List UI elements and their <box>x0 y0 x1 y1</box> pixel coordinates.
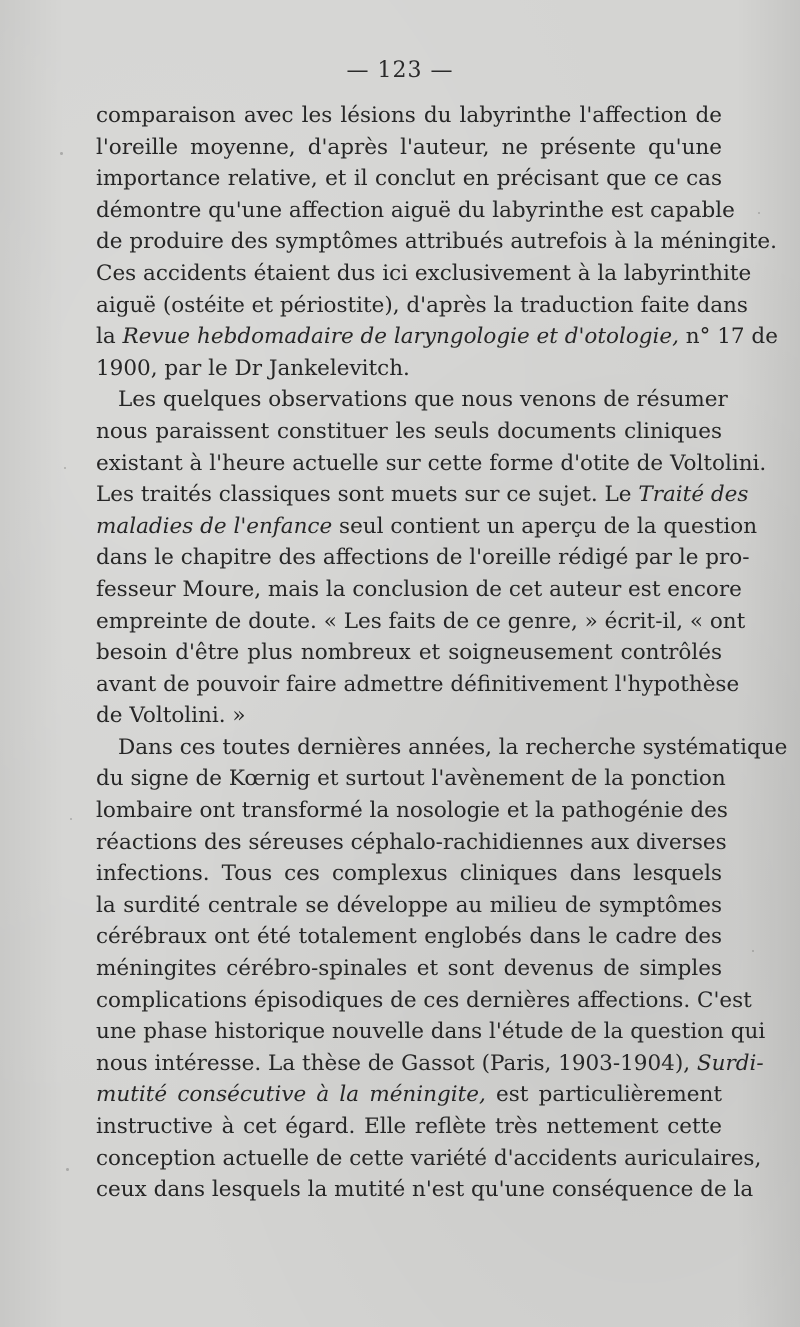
text-line: Les quelques observations que nous venons de résumer <box>118 387 728 413</box>
paper-speck <box>70 818 72 820</box>
text-line: démontre qu'une affection aiguë du labyrinthe est capable <box>96 197 735 223</box>
text-line: ceux dans lesquels la mutité n'est qu'une conséquence de la <box>96 1177 754 1203</box>
text-line: la Revue hebdomadaire de laryngologie et d'otologie, n° 17 de <box>96 324 778 350</box>
text-line: Ces accidents étaient dus ici exclusivement à la labyrinthite <box>96 260 752 286</box>
journal-title: Revue hebdomadaire de laryngologie et d'otologie, <box>122 324 679 350</box>
thesis-title: Surdi- <box>696 1050 764 1076</box>
paper-speck <box>60 152 63 155</box>
text-line: méningites cérébro-spinales et sont devenus de simples <box>96 956 722 982</box>
text-line: infections. Tous ces complexus cliniques dans lesquels <box>96 861 722 887</box>
text-line: comparaison avec les lésions du labyrinthe l'affection de <box>96 103 722 128</box>
text-line: conception actuelle de cette variété d'accidents auriculaires, <box>96 1145 762 1171</box>
text-line: importance relative, et il conclut en précisant que ce cas <box>96 166 722 192</box>
text-line: complications épisodiques de ces dernières affections. C'est <box>96 987 752 1013</box>
text-line: de produire des symptômes attribués autrefois à la méningite. <box>96 229 777 255</box>
text-line: nous intéresse. La thèse de Gassot (Paris, 1903-1904), Surdi- <box>96 1050 764 1076</box>
text-line: 1900, par le Dr Jankelevitch. <box>96 355 410 381</box>
text-line: dans le chapitre des affections de l'oreille rédigé par le pro- <box>96 545 750 571</box>
text-line: l'oreille moyenne, d'après l'auteur, ne présente qu'une <box>96 134 722 160</box>
text-line: avant de pouvoir faire admettre définitivement l'hypothèse <box>96 671 740 697</box>
paper-speck <box>758 212 760 214</box>
text-line: une phase historique nouvelle dans l'étude de la question qui <box>96 1019 766 1045</box>
text-line: lombaire ont transformé la nosologie et la pathogénie des <box>96 798 728 824</box>
text-line: aiguë (ostéite et périostite), d'après la traduction faite dans <box>96 292 748 318</box>
book-title: Traité des <box>638 482 749 508</box>
text-line: existant à l'heure actuelle sur cette forme d'otite de Voltolini. <box>96 450 767 476</box>
text-line: instructive à cet égard. Elle reflète très nettement cette <box>96 1114 722 1139</box>
text-line: besoin d'être plus nombreux et soigneusement contrôlés <box>96 640 722 666</box>
text-line: cérébraux ont été totalement englobés dans le cadre des <box>96 924 722 950</box>
paper-speck <box>752 950 754 952</box>
text-line: empreinte de doute. « Les faits de ce genre, » écrit-il, « ont <box>96 608 746 634</box>
text-line: mutité consécutive à la méningite, est particulièrement <box>96 1082 722 1108</box>
text-line: Les traités classiques sont muets sur ce sujet. Le Traité des <box>96 482 749 508</box>
text-line: la surdité centrale se développe au milieu de symptômes <box>96 892 722 918</box>
text-line: réactions des séreuses céphalo-rachidiennes aux diverses <box>96 829 727 855</box>
text-line: nous paraissent constituer les seuls documents cliniques <box>96 418 722 444</box>
book-title: maladies de l'enfance <box>96 513 333 539</box>
paper-speck <box>66 1168 69 1171</box>
text-line: du signe de Kœrnig et surtout l'avènement de la ponction <box>96 766 726 792</box>
text-line: fesseur Moure, mais la conclusion de cet auteur est encore <box>96 576 742 602</box>
page-number: — 123 — <box>346 58 454 83</box>
thesis-title: mutité consécutive à la méningite, <box>96 1082 486 1108</box>
paper-speck <box>64 467 66 469</box>
text-line: Dans ces toutes dernières années, la recherche systématique <box>118 734 788 760</box>
text-line: maladies de l'enfance seul contient un aperçu de la question <box>96 513 758 539</box>
body-text <box>96 100 788 1206</box>
text-line: de Voltolini. » <box>96 703 246 729</box>
